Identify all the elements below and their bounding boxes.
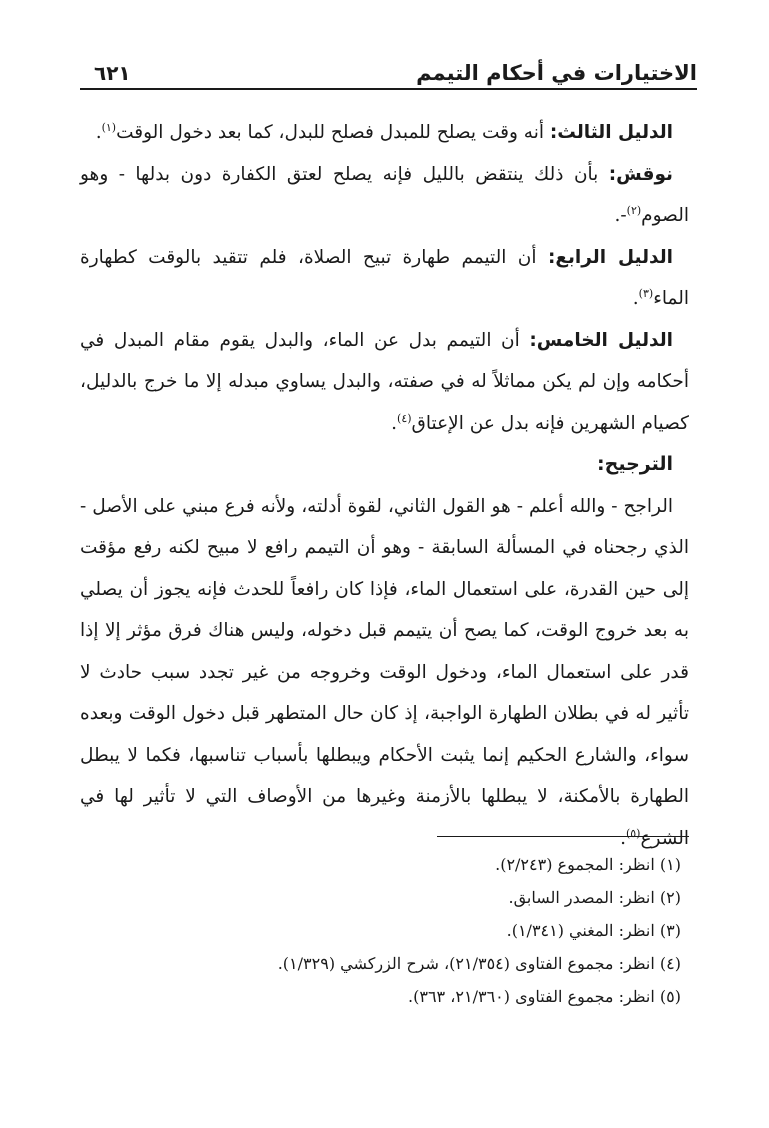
page-number: ٦٢١	[94, 61, 131, 85]
footnotes	[80, 848, 681, 1013]
paragraph-label: الدليل الرابع:	[547, 246, 673, 268]
header-rule	[80, 88, 697, 90]
paragraph-end: .	[620, 827, 626, 849]
paragraph-text: أنه وقت يصلح للمبدل فصلح للبدل، كما بعد دخول الوقت	[116, 122, 550, 143]
footnote-3: (٣) انظر: المغني (١/٣٤١).	[506, 921, 681, 940]
paragraph-objection	[80, 154, 689, 237]
paragraph-end: .	[391, 412, 398, 434]
footnote-4: (٤) انظر: مجموع الفتاوى (٢١/٣٥٤)، شرح الزركشي (١/٣٢٩).	[277, 954, 681, 973]
paragraph-label: نوقش:	[608, 163, 673, 185]
paragraph-text: بأن ذلك ينتقض بالليل فإنه يصلح لعتق الكفارة دون بدلها - وهو الصوم	[80, 163, 689, 226]
paragraph-label: الدليل الثالث:	[549, 122, 673, 143]
footnote-ref: (٢)	[626, 203, 642, 217]
paragraph-end: -.	[614, 205, 627, 226]
paragraph-text: أن التيمم طهارة تبيح الصلاة، فلم تتقيد بالوقت كطهارة الماء	[80, 246, 689, 309]
section-heading-preponderance: الترجيح:	[597, 453, 673, 475]
footnote-ref: (٥)	[625, 826, 641, 840]
paragraph-end: .	[632, 288, 639, 309]
footnote-ref: (٤)	[397, 411, 412, 425]
paragraph-preponderance	[80, 486, 689, 860]
paragraph-text: أن التيمم بدل عن الماء، والبدل يقوم مقام المبدل في أحكامه وإن لم يكن مماثلاً له في صفته، والبدل يساوي مبدله إلا ما خرج بالدليل، كصيام الشهرين فإنه بدل عن الإعتاق	[80, 329, 689, 434]
footnote-ref: (١)	[101, 120, 117, 134]
running-title: الاختيارات في أحكام التيمم	[416, 61, 697, 85]
running-header	[80, 58, 697, 88]
main-text	[80, 112, 689, 859]
paragraph-text: الراجح - والله أعلم - هو القول الثاني، لقوة أدلته، ولأنه فرع مبني على الأصل - الذي رجحناه في المسألة السابقة - وهو أن التيمم رافع لا مبيح لكنه رفع مؤقت إلى حين القدرة، على استعمال الماء، فإذا كان رافعاً للحدث فإنه يجوز أن يصلي به بعد خروج الوقت، كما يصح أن يتيمم قبل دخوله، وليس هناك فرق مؤثر إلا إذا قدر على استعمال الماء، ودخول الوقت وخروجه من غير تجدد سبب حادث لا تأثير له في بطلان الطهارة الواجبة، إذ كان حال المتطهر قبل دخول الوقت وبعده سواء، والشارع الحكيم إنما يثبت الأحكام ويبطلها بأسباب تناسبها، فكما لا يبطل الطهارة بالأمكنة، لا يبطلها بالأزمنة وغيرها من الأوصاف التي لا تأثير لها في الشرع	[80, 495, 689, 849]
footnote-5: (٥) انظر: مجموع الفتاوى (٢١/٣٦٠، ٣٦٣).	[408, 987, 681, 1006]
footnote-ref: (٣)	[638, 286, 654, 300]
footnote-divider	[437, 836, 689, 837]
paragraph-end: .	[95, 122, 102, 143]
paragraph-fifth-evidence	[80, 320, 689, 445]
paragraph-third-evidence	[80, 112, 689, 154]
footnote-1: (١) انظر: المجموع (٢/٢٤٣).	[495, 855, 681, 874]
paragraph-label: الدليل الخامس:	[529, 329, 673, 351]
footnote-2: (٢) انظر: المصدر السابق.	[508, 888, 681, 907]
paragraph-fourth-evidence	[80, 237, 689, 320]
